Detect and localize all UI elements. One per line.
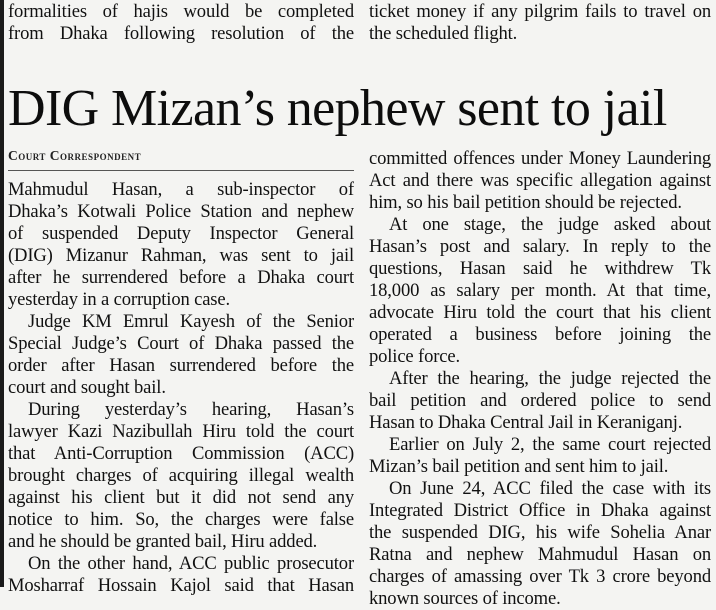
text-line: known sources of income. <box>369 588 561 609</box>
text-line: him, so his bail petition should be rejected. <box>369 192 682 213</box>
text-line: Dhaka’s Kotwali Police Station and nephew <box>8 201 354 222</box>
text-line: During yesterday’s hearing, Hasan’s <box>28 399 354 420</box>
text-line: against his client but it did not send any <box>8 487 354 508</box>
text-line: Mosharraf Hossain Kajol said that Hasan <box>8 575 354 596</box>
byline: Court Correspondent <box>8 148 142 163</box>
text-line: lawyer Kazi Nazibullah Hiru told the court <box>8 421 354 442</box>
text-line: charges of amassing over Tk 3 crore beyond <box>369 566 711 587</box>
text-line: of suspended Deputy Inspector General <box>8 223 354 244</box>
text-line: On June 24, ACC filed the case with its <box>389 478 711 499</box>
text-line: formalities of hajis would be completed <box>8 1 354 22</box>
text-line: that Anti-Corruption Commission (ACC) <box>8 443 354 464</box>
text-line: Act and there was specific allegation against <box>369 170 711 191</box>
text-line: police force. <box>369 346 460 367</box>
text-line: committed offences under Money Laundering <box>369 148 711 169</box>
headline: DIG Mizan’s nephew sent to jail <box>8 80 667 137</box>
text-line: questions, Hasan said he withdrew Tk <box>369 258 711 279</box>
text-line: and he should be granted bail, Hiru added. <box>8 531 318 552</box>
prev-article-col2 <box>369 1 711 45</box>
text-line: from Dhaka following resolution of the <box>8 23 354 44</box>
text-line: operated a business before joining the <box>369 324 711 345</box>
text-line: court and sought bail. <box>8 377 166 398</box>
text-line: after he surrendered before a Dhaka court <box>8 267 354 288</box>
text-line: (DIG) Mizanur Rahman, was sent to jail <box>8 245 354 266</box>
text-line: advocate Hiru told the court that his client <box>369 302 711 323</box>
text-line: Mizan’s bail petition and sent him to jail. <box>369 456 669 477</box>
text-line: the scheduled flight. <box>369 23 518 44</box>
text-line: the suspended DIG, his wife Sohelia Anar <box>369 522 711 543</box>
text-line: ticket money if any pilgrim fails to travel on <box>369 1 711 22</box>
left-column-rule <box>0 0 4 587</box>
text-line: Special Judge’s Court of Dhaka passed the <box>8 333 354 354</box>
text-line: brought charges of acquiring illegal wealth <box>8 465 354 486</box>
text-line: After the hearing, the judge rejected the <box>389 368 711 389</box>
text-line: Hasan’s post and salary. In reply to the <box>369 236 711 257</box>
text-line: Ratna and nephew Mahmudul Hasan on <box>369 544 711 565</box>
text-line: bail petition and ordered police to send <box>369 390 711 411</box>
article-column-1 <box>8 179 354 597</box>
text-line: Hasan to Dhaka Central Jail in Keraniganj. <box>369 412 683 433</box>
text-line: notice to him. So, the charges were false <box>8 509 354 530</box>
text-line: yesterday in a corruption case. <box>8 289 230 310</box>
text-line: Earlier on July 2, the same court rejected <box>389 434 711 455</box>
text-line: On the other hand, ACC public prosecutor <box>28 553 354 574</box>
text-line: 18,000 as salary per month. At that time, <box>369 280 711 301</box>
text-line: Judge KM Emrul Kayesh of the Senior <box>28 311 354 332</box>
text-line: order after Hasan surrendered before the <box>8 355 354 376</box>
text-line: At one stage, the judge asked about <box>389 214 711 235</box>
text-line: Mahmudul Hasan, a sub-inspector of <box>8 179 354 200</box>
text-line: Integrated District Office in Dhaka against <box>369 500 711 521</box>
article-column-2 <box>369 148 711 610</box>
prev-article-col1 <box>8 1 354 45</box>
byline-divider <box>8 170 354 171</box>
